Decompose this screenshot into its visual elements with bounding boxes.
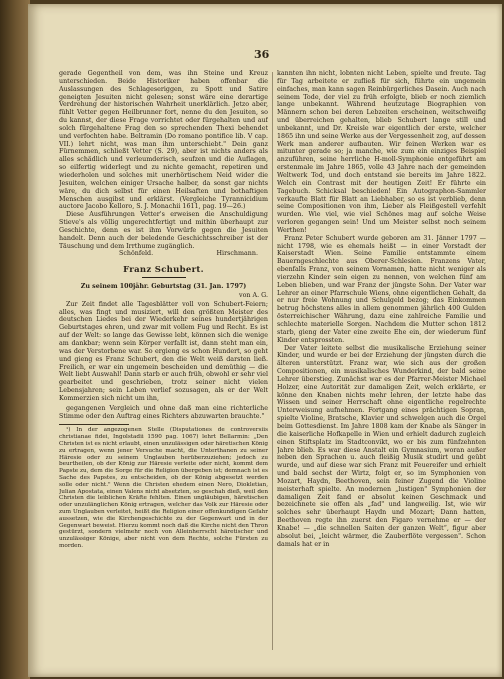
left-column xyxy=(59,70,268,651)
right-paragraph-2: Franz Peter Schubert wurde geboren am 31. Jänner 1797 — nicht 1798, wie es ehemals heißt — in einer Vorstadt der Kaiserstadt Wien. Seine Familie entstammte einem Bauerngeschlechte aus Oberer-Schlesien. Franzens Vater, ebenfalls Franz, von seinem Vornamen, hatte nicht weniger als vierzehn Kinder sein eigen zu nennen, von welchen fünf am Leben blieben, und war Franz der jüngste Sohn. Der Vater war Lehrer an einer Pfarrschule Wiens, ohne eigentlichen Gehalt, da er nur freie Wohnung und Schulgeld bezog; das Einkommen betrug höchstens alles in allem genommen jährlich 400 Gulden österreichischer Währung, dazu eine zahlreiche Familie und schlechte materielle Sorgen. Nachdem die Mutter schon 1812 starb, gieng der Vater eine zweite Ehe ein, der wiederum fünf Kinder entsprossten. xyxy=(277,234,486,344)
left-paragraph-2: Diese Ausführungen Vetter's erweisen die Anschuldigung Stieve's als völlig ungerechtfertigt und mithin überhaupt zur Geschichte, denn es ist ihm Vorwürfe gegen die Jesuiten handelt. Denn auch der beledende Geschichtsschreiber ist der Täuschung und dem Irrthume zugänglich. xyxy=(59,211,268,250)
section-subheading: Zu seinem 100jähr. Geburtstag (31. Jan. 1797) xyxy=(80,283,247,291)
book-page xyxy=(28,4,502,677)
signature-line xyxy=(59,250,268,258)
section-author: von A. G. xyxy=(239,291,268,299)
left-paragraph-1: gerade Gegentheil von dem, was ihn Steine und Kreuz unterschieden. Beide Historiker haben offenbar die Auslassungen des Schlageseriggen, zu Spott und Satire geneigten Jesuiten nicht gelesen; sonst wäre eine derartige Verdrehung der historischen Wahrheit unerklärlich. Jetzo aber, fühlt Vetter gegen Heilbrunner fort, nenne du den Jesuiten, so du kannst, der diese Frage vorrichtet oder fürgehalten und auf solch fürgehaltene Frag den so sprechenden Thexi behendet und verfochten habe. Beltramin (Do romano pontifice lib. V cap. VII.) lehrt nicht, was man ihm unterschiebt." Dein ganz Fürnemmen, schließt Vetter (S. 29), aber ist nichts anders als alles schädlich und verleumderisch, seufzen und die Auflagen, so eilfertig widerlegt und zu nichte gemacht, repetiren und wiederholen und solches mit unerhörtischem Neid wider die Jesuiten, welchen einiger Ursache halber, da sonst gar nichts wäre, du dich selbst für einen Heilsaften und bothaftigen Menschen ausgibst und erklärst. (Vergleiche Tyrannicidium auctore Jacobo Kelloro, S. J. Monachii 1611, pag. 19—26.) xyxy=(59,70,268,211)
signature-left: Schönfeld. xyxy=(119,250,154,258)
schubert-paragraph-1: Zur Zeit findet alle Tagesblätter voll von Schubert-Feiern; alles, was fingt und musiziert, will den größten Meister des deutschen Liedes bei der Wiederkehr seines hundertjährigen Geburtstages ehren, und zwar mit vollem Fug und Recht. Es ist auf der Welt: so lange das Gewisse lebt, können sich die wenige am dankbar; wenn sein Körper verfallt ist, dann steht man ein, was der Verstorbene war. So ergieng es schon Hundert, so geht und gieng es Franz Schubert, den die Welt weiß darsten ließ. Freilich, er war ein ungemein bescheiden und demüthig — die Welt liebt Auswahl! Dann starb er auch früh, obwohl er sehr viel gearbeitet und geschrieben, trotz seiner nicht vielen Lebensjahren; sein Leben verlief sozusagen, als er der Welt Kommerzien sich nicht um ihn, xyxy=(59,300,268,402)
footnote: ¹) In der angezogenen Stelle (Disputationes de controversiis christianae fidei, Ingolstadii 1590 pag. 1067) lehrt Bellarmin: „Den Christen ist es nicht erlaubt, einen unzulässigen oder häretischen König zu ertragen, wenn jener Versuche macht, die Unterthanen zu seiner Häresie oder zu seinem Unglauben herüberzuziehen; jedoch zu beurtheilen, ob der König zur Häresie verleite oder nicht, kommt dem Papste zu, dem die Sorge für die Religion übergeben ist; demnach ist es Sache des Papstes, zu entscheiden, ob der König abgesetzt werden solle oder nicht." Wenn die Christen ehedem einen Nero, Diokletian, Julian Apostata, einen Valens nicht absetzten, so geschah dieß, weil den Christen die leiblichen Kräfte fehlten. Einen ungläubigen, häretischen oder unzulänglichen König ertragen, welcher das Volk zur Häresie oder zum Unglauben verleitet, heißt die Religion einer offenkundigen Gefahr aussetzen, wie die Kirchengeschichte zu der Gegenwart und in der Gegenwart beweist. Hierzu kommt noch daß die Kirche nicht den Thron gestürzt, sondern vielmehr noch von Alleinherrscht häretischer und unzulässiger Könige, aber nicht von dem Rechte, solche Fürsten zu morden. xyxy=(59,427,268,549)
quote-continuation: gegangenen Vergleich und ohne daß man eine richterliche Stimme oder den Auftrag eines Richters abzuwarten brauchte." xyxy=(59,404,268,420)
right-column xyxy=(277,70,486,651)
heading-rule xyxy=(142,277,186,278)
right-paragraph-1: kannten ihn nicht, lobnten nicht Leben, spielte und freute. Tag für Tag arbeitete er zufließ für sich, führte ein ungemein einfaches, man kann sagen Reinbürgerliches Dasein. Auch nach seinem Tode, der viel zu früh erfolgte, blieb er noch ziemlich lange unbekannt. Während heutzutage Biographien von Männern schon bei deren Lebzeiten erscheinen, weitschweifig und überreichen gehalten, blieb Schubert lange still und unbekannt, und Dr. Kreisle war eigentlich der erste, welcher 1865 ihn und seine Werke aus der Vergessenheit zog, auf dessen Werk man anderer aufbauten. Wir feinen Werken war es mitunter gerade so; ja manche, wie zum ein einziges Beispiel anzuführen, seine herrliche H-moll-Symphonie entgeführt am erstenmale im Jahre 1865, volle 43 Jahre nach der gemeinden Weltwerk Tod, und doch entstand sie bereits im Jahre 1822. Welch ein Contrast mit der heutigen Zeit! Er führte ein Tagebuch. Schicksal beschieden! Ein Autographon-Sammler verkaufte Blatt für Blatt an Liebhaber, so es ist verblieb, denn seine Compositionen von ihm, Lieber als Fleißgestell verfehlt wurden. Wie viel, wie viel Schönes mag auf solche Weise verloren gegangen sein! Und um Meister selbst noch seinem Werthen! xyxy=(277,70,486,234)
signature-right: Hirschmann. xyxy=(216,250,258,258)
right-paragraph-3: Der Vater leitete selbst die musikalische Erziehung seiner Kinder, und wurde er bei der Erziehung der jüngsten durch die älteren unterstützt. Franz war, wie sich aus der großen Compositionen, ein musikalisches Wunderkind, der bald seine Lehrer überstieg. Zunächst war es der Pfarrer-Meister Michael Holzer, eine Autorität zur damaligen Zeit, welch erklärte, er könne den Knaben nichts mehr lehren, der letzte habe das Wissen und seiner Herrschaft ohne eigentliche regelrechte Unterweisung aufnehmen. Fortgang eines prächtigen Sopran, spielte Violine, Bratsche, Klavier und schwelgen auch die Orgel beim Gottesdienst. Im Jahre 1808 kam der Knabe als Sänger in die kaiserliche Hofkapelle in Wien und erhielt dadurch zugleich einen Stiftsplatz im Stadtconvikt, wo er bis zum fünfzehnten Jahre blieb. Es war diese Anstalt ein Gymnasium, woran außer neben den Sprachen u. auch fleißig Musik studirt und geübt wurde, und auf diese war sich Franz mit Feuereifer und erhielt und bald sechst der Wirtz, folgt er, so im Symphonien von Mozart, Haydn, Beethoven, sein feiner Zugend die Violine meisterhaft spielte. An modernen „lustigen" Symphonien der damaligen Zeit fand er absolut keinen Geschmack und bezeichnete sie offen als „fad" und langweilig. Ist, wie wir solches sehr überhaupt Haydn und Mozart; Dann hatten, Beethoven regte ihn zuerst den Figaro vernehme er — der Knabe! — „die schnellen Saiten der ganzen Welt“, figur aber absolut bei, „leicht wärmer, die Zauberflöte vergessen". Schon damals hat er in xyxy=(277,344,486,548)
book-binding xyxy=(0,0,30,679)
section-heading: Franz Schubert. xyxy=(123,265,204,276)
page-number: 36 xyxy=(254,48,270,61)
column-divider xyxy=(272,72,273,650)
footnote-rule xyxy=(59,424,129,425)
